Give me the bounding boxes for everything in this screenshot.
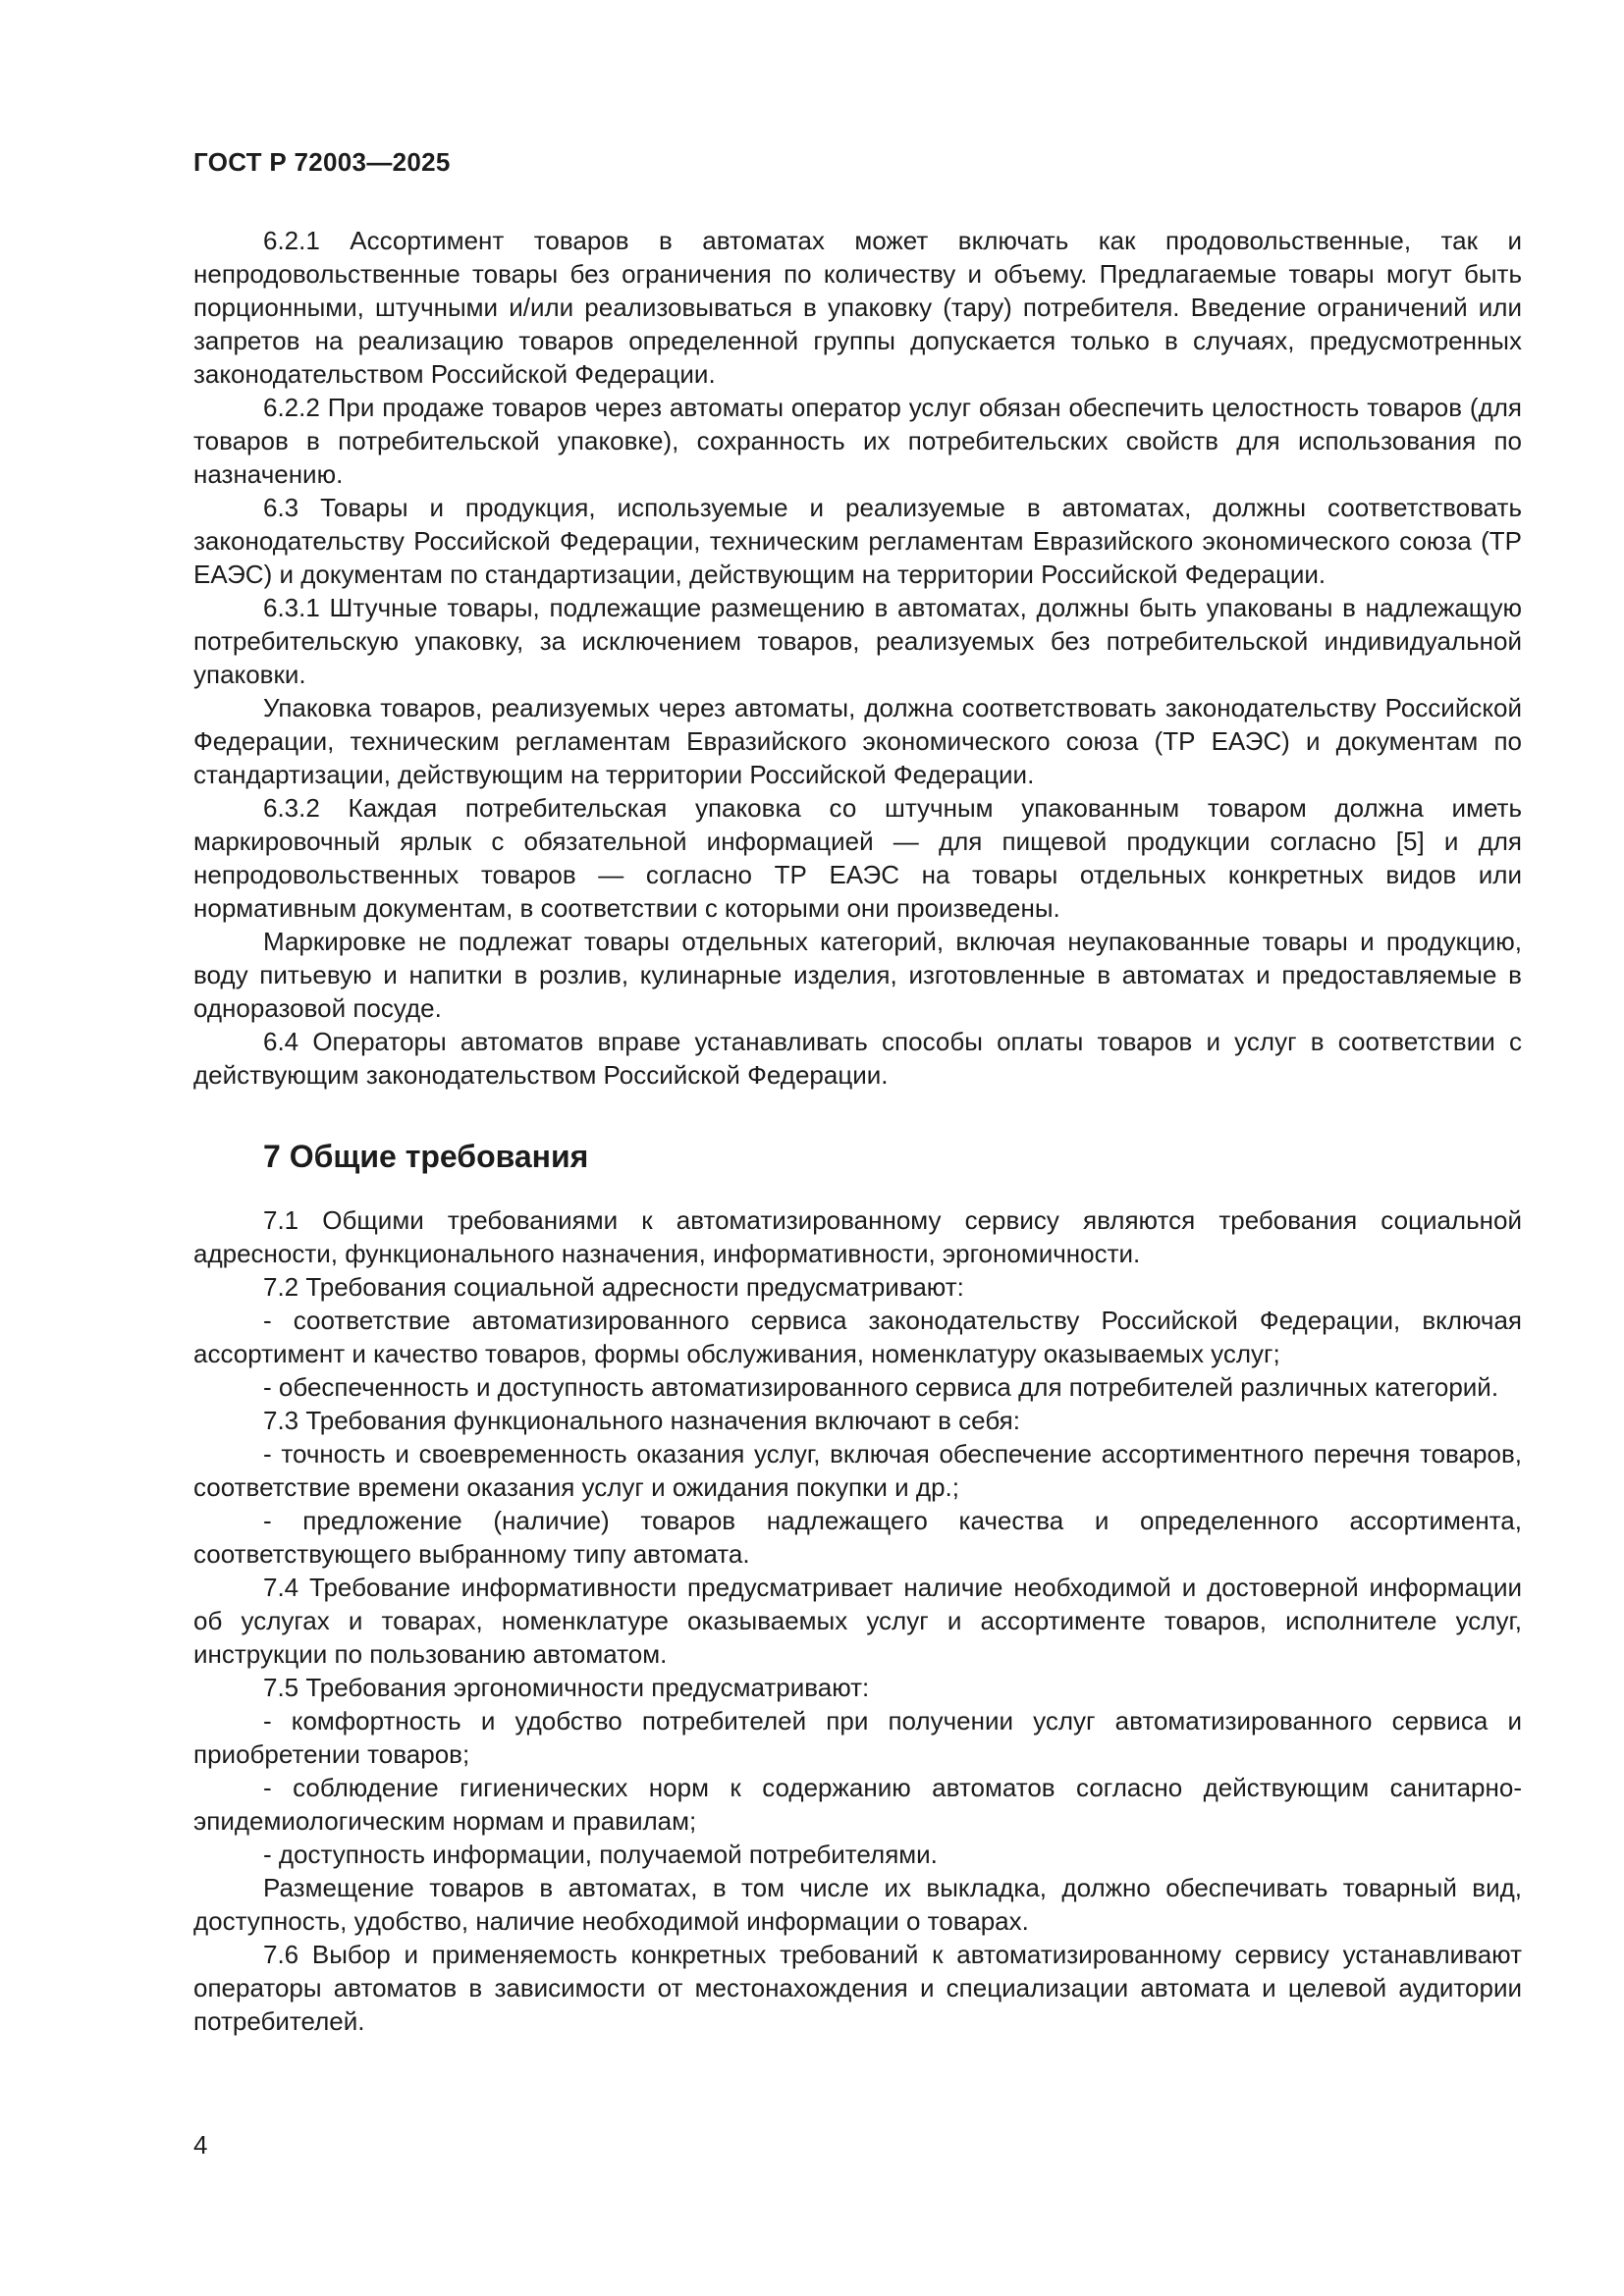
paragraph-6-3: 6.3 Товары и продукция, используемые и реализуемые в автоматах, должны соответствовать законодательству Российской Федерации, техническим регламентам Евразийского экономического союза (ТР ЕАЭС) и документам по стандартизации, действующим на территории Российской Федерации. — [193, 493, 1522, 589]
paragraph-7-4: 7.4 Требование информативности предусматривает наличие необходимой и достоверной информации об услугах и товарах, номенклатуре оказываемых услуг и ассортименте товаров, исполнителе услуг, инструкции по пользованию автоматом. — [193, 1573, 1522, 1669]
list-item: - соблюдение гигиенических норм к содержанию автоматов согласно действующим санитарно-эпидемиологическим нормам и правилам; — [193, 1773, 1522, 1836]
page-number: 4 — [193, 2130, 208, 2160]
paragraph-marking: Маркировке не подлежат товары отдельных категорий, включая неупакованные товары и продукцию, воду питьевую и напитки в розлив, кулинарные изделия, изготовленные в автоматах и предоставляемые в одноразовой посуде. — [193, 927, 1522, 1023]
list-item: - доступность информации, получаемой потребителями. — [263, 1840, 938, 1869]
section-heading: 7 Общие требования — [263, 1139, 589, 1174]
paragraph-7-6: 7.6 Выбор и применяемость конкретных требований к автоматизированному сервису устанавливают операторы автоматов в зависимости от местонахождения и специализации автомата и целевой аудитории потребителей. — [193, 1940, 1522, 2036]
paragraph-7-5: 7.5 Требования эргономичности предусматривают: — [263, 1673, 870, 1702]
standard-header: ГОСТ Р 72003—2025 — [193, 147, 451, 177]
list-item: - обеспеченность и доступность автоматизированного сервиса для потребителей различных категорий. — [263, 1372, 1499, 1402]
list-item: - предложение (наличие) товаров надлежащего качества и определенного ассортимента, соответствующего выбранному типу автомата. — [193, 1506, 1522, 1569]
paragraph-6-3-1: 6.3.1 Штучные товары, подлежащие размещению в автоматах, должны быть упакованы в надлежащую потребительскую упаковку, за исключением товаров, реализуемых без потребительской индивидуальной упаковки. — [193, 593, 1522, 689]
list-item: - точность и своевременность оказания услуг, включая обеспечение ассортиментного перечня товаров, соответствие времени оказания услуг и ожидания покупки и др.; — [193, 1439, 1522, 1502]
paragraph-packaging: Упаковка товаров, реализуемых через автоматы, должна соответствовать законодательству Российской Федерации, техническим регламентам Евразийского экономического союза (ТР ЕАЭС) и документам по стандартизации, действующим на территории Российской Федерации. — [193, 693, 1522, 789]
paragraph-7-3: 7.3 Требования функционального назначения включают в себя: — [263, 1406, 1020, 1435]
paragraph-placement: Размещение товаров в автоматах, в том числе их выкладка, должно обеспечивать товарный вид, доступность, удобство, наличие необходимой информации о товарах. — [193, 1873, 1522, 1936]
paragraph-7-1: 7.1 Общими требованиями к автоматизированному сервису являются требования социальной адресности, функционального назначения, информативности, эргономичности. — [193, 1205, 1522, 1268]
list-item: - комфортность и удобство потребителей при получении услуг автоматизированного сервиса и приобретении товаров; — [193, 1706, 1522, 1769]
page-content — [193, 224, 1522, 2038]
paragraph-6-2-2: 6.2.2 При продаже товаров через автоматы оператор услуг обязан обеспечить целостность товаров (для товаров в потребительской упаковке), сохранность их потребительских свойств для использования по назначению. — [193, 393, 1522, 489]
paragraph-6-2-1: 6.2.1 Ассортимент товаров в автоматах может включать как продовольственные, так и непродовольственные товары без ограничения по количеству и объему. Предлагаемые товары могут быть порционными, штучными и/или реализовываться в упаковку (тару) потребителя. Введение ограничений или запретов на реализацию товаров определенной группы допускается только в случаях, предусмотренных законодательством Российской Федерации. — [193, 226, 1522, 389]
list-item: - соответствие автоматизированного сервиса законодательству Российской Федерации, включая ассортимент и качество товаров, формы обслуживания, номенклатуру оказываемых услуг; — [193, 1306, 1522, 1368]
paragraph-6-3-2: 6.3.2 Каждая потребительская упаковка со штучным упакованным товаром должна иметь маркировочный ярлык с обязательной информацией — для пищевой продукции согласно [5] и для непродовольственных товаров — согласно ТР ЕАЭС на товары отдельных конкретных видов или нормативным документам, в соответствии с которыми они произведены. — [193, 793, 1522, 923]
paragraph-6-4: 6.4 Операторы автоматов вправе устанавливать способы оплаты товаров и услуг в соответствии с действующим законодательством Российской Федерации. — [193, 1027, 1522, 1090]
paragraph-7-2: 7.2 Требования социальной адресности предусматривают: — [263, 1272, 964, 1302]
